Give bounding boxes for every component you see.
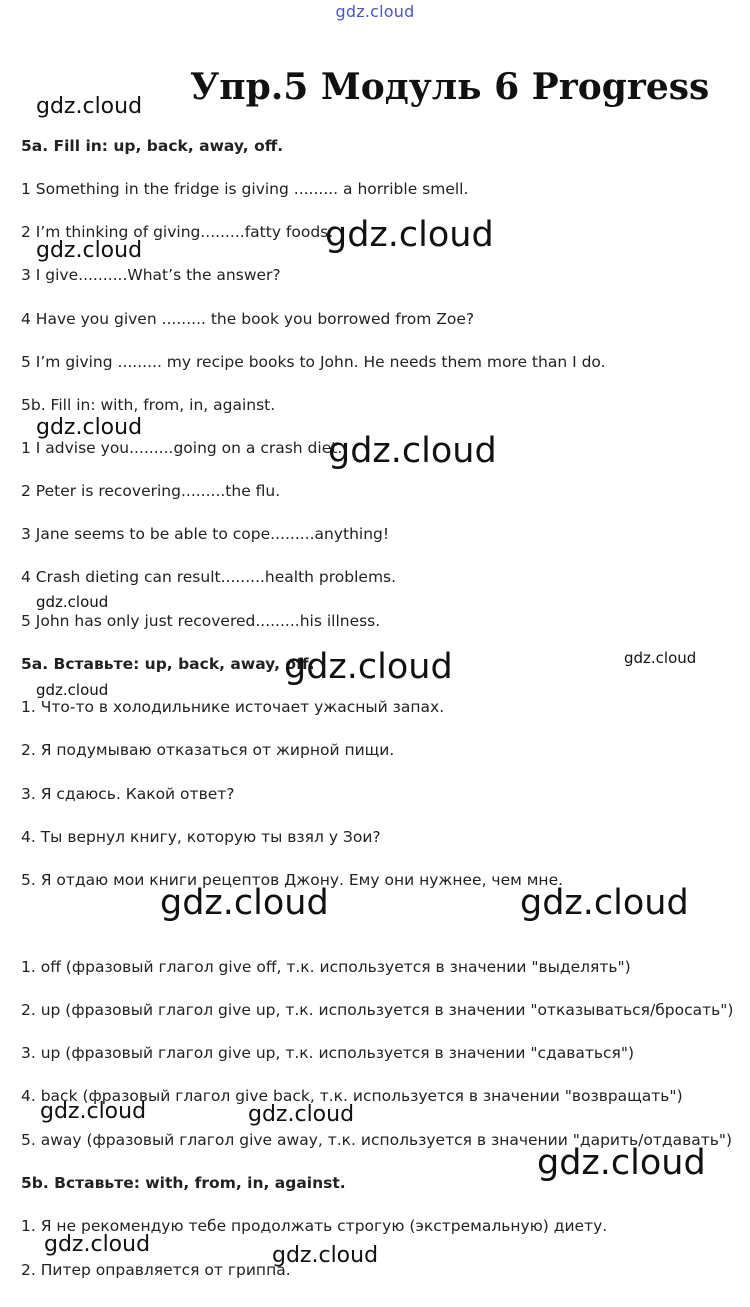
- watermark: gdz.cloud: [44, 1232, 151, 1257]
- watermark: gdz.cloud: [36, 415, 143, 440]
- watermark: gdz.cloud: [272, 1243, 379, 1268]
- watermark: gdz.cloud: [160, 883, 329, 923]
- watermark-top: gdz.cloud: [335, 2, 415, 21]
- watermark: gdz.cloud: [325, 215, 494, 255]
- answer-item: 4. back (фразовый глагол give back, т.к. используется в значении "возвращать"): [21, 1087, 683, 1105]
- list-item: 3 Jane seems to be able to cope.........anything!: [21, 525, 390, 543]
- watermark: gdz.cloud: [248, 1102, 355, 1127]
- watermark: gdz.cloud: [40, 1099, 147, 1124]
- answer-item: 3. up (фразовый глагол give up, т.к. используется в значении "сдаваться"): [21, 1044, 635, 1062]
- list-item: 4 Have you given ......... the book you borrowed from Zoe?: [21, 310, 475, 328]
- section-5b-en-heading: 5b. Fill in: with, from, in, against.: [21, 396, 276, 414]
- list-item: 1. Что-то в холодильнике источает ужасный запах.: [21, 698, 445, 716]
- list-item: 3 I give..........What’s the answer?: [21, 266, 281, 284]
- list-item: 2 Peter is recovering.........the flu.: [21, 482, 281, 500]
- answer-item: 2. up (фразовый глагол give up, т.к. используется в значении "отказываться/бросать"): [21, 1001, 734, 1019]
- list-item: 1 I advise you.........going on a crash diet.: [21, 439, 343, 457]
- list-item: 3. Я сдаюсь. Какой ответ?: [21, 785, 235, 803]
- list-item: 4 Crash dieting can result.........health problems.: [21, 568, 397, 586]
- watermark: gdz.cloud: [328, 431, 497, 471]
- watermark: gdz.cloud: [36, 593, 109, 611]
- list-item: 2. Питер оправляется от гриппа.: [21, 1261, 291, 1279]
- answer-item: 5. away (фразовый глагол give away, т.к. используется в значении "дарить/отдавать"): [21, 1131, 733, 1149]
- list-item: 1. Я не рекомендую тебе продолжать строгую (экстремальную) диету.: [21, 1217, 608, 1235]
- watermark: gdz.cloud: [36, 94, 143, 119]
- watermark: gdz.cloud: [520, 883, 689, 923]
- page-title: Упр.5 Модуль 6 Progress: [190, 66, 710, 108]
- watermark: gdz.cloud: [36, 238, 143, 263]
- list-item: 1 Something in the fridge is giving ......... a horrible smell.: [21, 180, 469, 198]
- list-item: 5 John has only just recovered.........his illness.: [21, 612, 381, 630]
- list-item: 5 I’m giving ......... my recipe books to John. He needs them more than I do.: [21, 353, 606, 371]
- watermark: gdz.cloud: [36, 681, 109, 699]
- list-item: 2. Я подумываю отказаться от жирной пищи.: [21, 741, 395, 759]
- section-5a-ru-heading: 5a. Вставьте: up, back, away, off.: [21, 655, 315, 673]
- section-5a-en-heading: 5a. Fill in: up, back, away, off.: [21, 137, 284, 155]
- watermark: gdz.cloud: [624, 649, 697, 667]
- list-item: 2 I’m thinking of giving.........fatty foods.: [21, 223, 334, 241]
- section-5b-ru-heading: 5b. Вставьте: with, from, in, against.: [21, 1174, 346, 1192]
- watermark: gdz.cloud: [537, 1143, 706, 1183]
- answer-item: 1. off (фразовый глагол give off, т.к. используется в значении "выделять"): [21, 958, 631, 976]
- list-item: 4. Ты вернул книгу, которую ты взял у Зои?: [21, 828, 381, 846]
- list-item: 5. Я отдаю мои книги рецептов Джону. Ему они нужнее, чем мне.: [21, 871, 564, 889]
- watermark: gdz.cloud: [284, 647, 453, 687]
